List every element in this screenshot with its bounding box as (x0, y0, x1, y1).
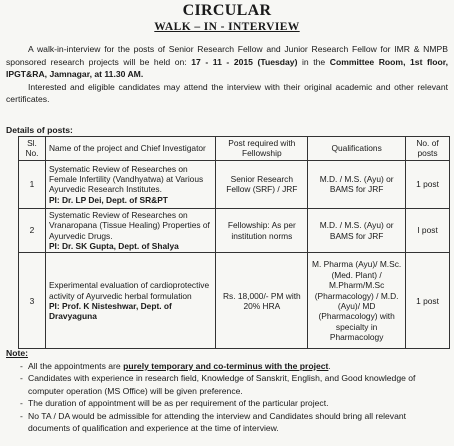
project-title: Experimental evaluation of cardioprotective activity of Ayurvedic herbal formulation (48, 280, 210, 301)
intro-paragraph-1 (6, 43, 448, 81)
table-header-row (19, 137, 450, 161)
principal-investigator: PI: Dr. LP Dei, Dept. of SR&PT (48, 194, 168, 205)
interview-venue: Committee Room, 1st floor, IPGT&RA, Jamnagar, at 11.30 AM. (6, 56, 448, 80)
note-item: - Candidates with experience in research field, Knowledge of Sanskrit, English, and Good knowledge of computer operation (MS Office) will be given preference. (20, 372, 448, 397)
row-project (45, 160, 215, 208)
row-post: Rs. 18,000/- PM with 20% HRA (216, 253, 308, 349)
posts-table (18, 136, 450, 349)
note-item (20, 360, 448, 373)
header-qualifications: Qualifications (308, 137, 406, 161)
row-project (45, 208, 215, 253)
header-project-name: Name of the project and Chief Investigator (45, 137, 215, 161)
row-num-posts: 1 post (406, 253, 450, 349)
note-item: - No TA / DA would be admissible for attending the interview and Candidates should bring all relevant documents of qualification and experience at the time of interview. (20, 410, 448, 435)
principal-investigator: PI: Dr. SK Gupta, Dept. of Shalya (48, 241, 179, 252)
row-qualifications: M.D. / M.S. (Ayu) or BAMS for JRF (308, 160, 406, 208)
row-post: Fellowship: As per institution norms (216, 208, 308, 253)
note-emphasis: purely temporary and co-terminus with the project (123, 360, 329, 371)
row-sl: 3 (19, 253, 46, 349)
row-project (45, 253, 215, 349)
row-sl: 1 (19, 160, 46, 208)
row-qualifications: M.D. / M.S. (Ayu) or BAMS for JRF (308, 208, 406, 253)
note-title: Note: (6, 348, 28, 358)
row-num-posts: 1 post (406, 160, 450, 208)
intro-section (6, 43, 448, 106)
circular-title: CIRCULAR (182, 2, 272, 19)
table-row (19, 160, 450, 208)
note-text: . (328, 360, 331, 371)
header-no-of-posts: No. of posts (406, 137, 450, 161)
note-item: - The duration of appointment will be as per requirement of the particular project. (20, 397, 448, 410)
header-sl-no: Sl. No. (19, 137, 46, 161)
header-post: Post required with Fellowship (216, 137, 308, 161)
table-row (19, 208, 450, 253)
intro-text-2: in the (297, 56, 330, 67)
row-qualifications: M. Pharma (Ayu)/ M.Sc. (Med. Plant) / M.Pharm/M.Sc (Pharmacology) / M.D. (Ayu)/ MD (Pharmacology) with specialty in Pharmacology (308, 253, 406, 349)
principal-investigator: PI: Prof. K Nisteshwar, Dept. of Dravyaguna (48, 300, 172, 322)
intro-paragraph-2: Interested and eligible candidates may attend the interview with their original academic and other relevant certificates. (6, 81, 448, 105)
note-text: All the appointments are (28, 360, 124, 371)
circular-subtitle: WALK – IN - INTERVIEW (154, 21, 300, 33)
intro-text-1: A walk-in-interview for the posts of Senior Research Fellow and Junior Research Fellow for IMR & NMPB sponsored research projects will be held on: (6, 44, 448, 67)
table-row (19, 253, 450, 349)
details-label: Details of posts: (6, 125, 73, 135)
note-list (6, 360, 448, 435)
row-num-posts: I post (406, 208, 450, 253)
project-title: Systematic Review of Researches on Vranaropana (Tissue Healing) Properties of Ayurvedic Drugs. (48, 209, 210, 241)
note-section (6, 347, 448, 435)
row-post: Senior Research Fellow (SRF) / JRF (216, 160, 308, 208)
project-title: Systematic Review of Researches on Female Infertility (Vandhyatwa) at Various Ayurvedic Research Institutes. (48, 163, 204, 195)
interview-date: 17 - 11 - 2015 (Tuesday) (191, 56, 298, 67)
row-sl: 2 (19, 208, 46, 253)
